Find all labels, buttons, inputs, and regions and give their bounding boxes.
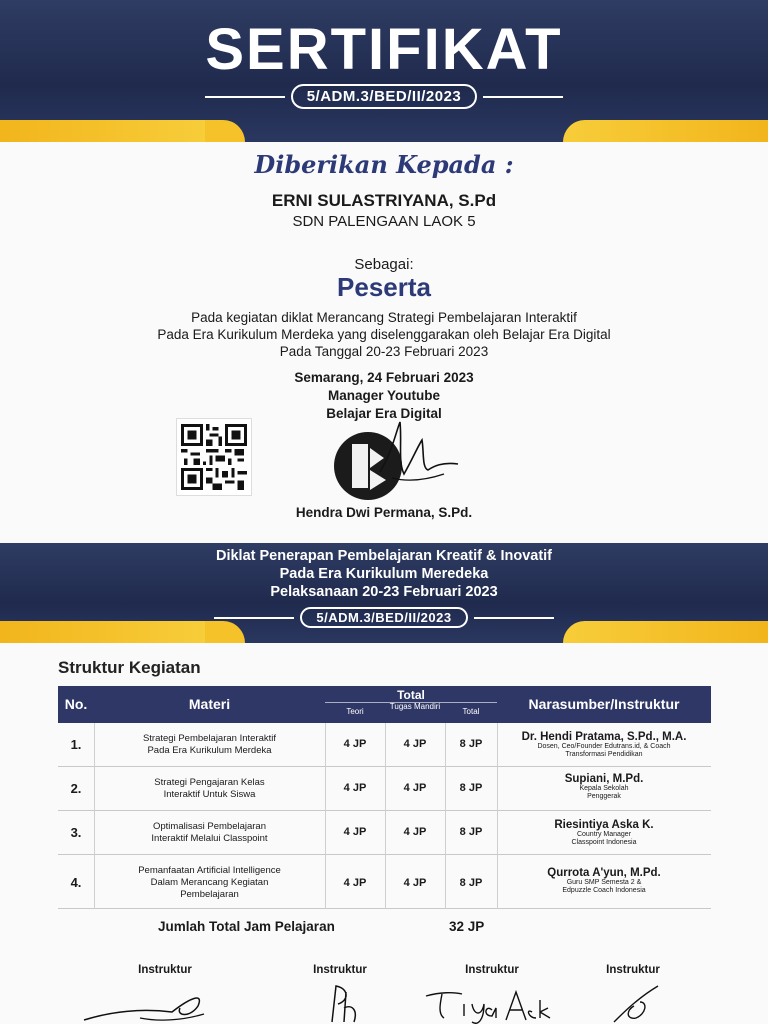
header-teori: Teori (346, 707, 364, 716)
row-materi (94, 733, 325, 757)
place-date: Semarang, 24 Februari 2023 (294, 370, 474, 385)
recipient-school: SDN PALENGAAN LAOK 5 (292, 213, 476, 230)
row-total: 8 JP (459, 826, 483, 838)
description-line: Pada Tanggal 20-23 Februari 2023 (279, 344, 489, 359)
signature-icon (420, 982, 560, 1024)
materi-line: Interaktif Melalui Classpoint (151, 833, 268, 844)
recipient-role: Peserta (337, 272, 431, 302)
as-label: Sebagai: (354, 256, 414, 273)
instructor-label: Instruktur (606, 964, 660, 976)
row-teori: 4 JP (343, 826, 367, 838)
program-number-row (0, 607, 768, 628)
materi-line: Pembelajaran (180, 889, 239, 900)
materi-line: Strategi Pembelajaran Interaktif (142, 733, 277, 744)
signature-icon (372, 412, 462, 502)
instructor-label: Instruktur (465, 964, 519, 976)
header-total-group: Total (397, 688, 425, 702)
certificate-number-row (0, 84, 768, 109)
row-tugas: 4 JP (403, 826, 427, 838)
divider-line (483, 96, 563, 98)
program-number: 5/ADM.3/BED/II/2023 (300, 607, 467, 628)
header-materi: Materi (188, 696, 231, 712)
narasumber-role: Classpoint Indonesia (571, 839, 637, 846)
divider-line (214, 617, 294, 619)
narasumber-role: Edpuzzle Coach Indonesia (562, 887, 646, 894)
description-line: Pada Era Kurikulum Merdeka yang diselenggarakan oleh Belajar Era Digital (157, 327, 611, 342)
materi-line: Pemanfaatan Artificial Intelligence (138, 865, 281, 876)
row-number: 4. (70, 875, 82, 890)
materi-line: Optimalisasi Pembelajaran (153, 821, 266, 832)
structure-title: Struktur Kegiatan (58, 658, 201, 677)
row-narasumber (497, 819, 711, 847)
program-title (0, 547, 768, 601)
divider-line (474, 617, 554, 619)
narasumber-role: Penggerak (587, 793, 621, 800)
narasumber-role: Dosen, Ceo/Founder Edutrans.id, & Coach (537, 743, 671, 750)
materi-line: Pada Era Kurikulum Merdeka (147, 745, 272, 756)
header-narasumber: Narasumber/Instruktur (528, 696, 680, 712)
signer-organization: Belajar Era Digital (326, 406, 442, 421)
row-teori: 4 JP (343, 738, 367, 750)
certificate-number: 5/ADM.3/BED/II/2023 (291, 84, 478, 109)
row-materi (94, 821, 325, 845)
narasumber-name: Dr. Hendi Pratama, S.Pd., M.A. (521, 731, 687, 743)
column-divider (497, 723, 498, 909)
signature-icon (80, 982, 210, 1024)
row-materi (94, 777, 325, 801)
certificate-title: SERTIFIKAT (205, 17, 563, 82)
qr-code-icon (176, 418, 252, 496)
signer-position: Manager Youtube (327, 388, 440, 403)
description-line: Pada kegiatan diklat Merancang Strategi Pembelajaran Interaktif (191, 310, 577, 325)
activity-description (0, 309, 768, 360)
divider-line (205, 96, 285, 98)
column-divider (445, 723, 446, 909)
row-teori: 4 JP (343, 877, 367, 889)
total-hours-value: 32 JP (449, 919, 485, 934)
row-number: 2. (70, 781, 82, 796)
header-total: Total (462, 707, 480, 716)
instructor-label: Instruktur (313, 964, 367, 976)
column-divider (325, 723, 326, 909)
row-total: 8 JP (459, 877, 483, 889)
program-title-line: Diklat Penerapan Pembelajaran Kreatif & Inovatif (215, 548, 553, 564)
row-total: 8 JP (459, 738, 483, 750)
table-header (58, 686, 711, 723)
total-hours-label: Jumlah Total Jam Pelajaran (158, 919, 335, 934)
column-divider (94, 723, 95, 909)
row-narasumber (497, 731, 711, 759)
signer-name: Hendra Dwi Permana, S.Pd. (295, 505, 473, 520)
row-number: 1. (70, 737, 82, 752)
narasumber-role: Guru SMP Semesta 2 & (566, 879, 642, 886)
program-title-line: Pelaksanaan 20-23 Februari 2023 (270, 584, 498, 600)
narasumber-role: Transformasi Pendidikan (565, 751, 643, 758)
signature-icon (318, 982, 368, 1024)
row-teori: 4 JP (343, 782, 367, 794)
row-tugas: 4 JP (403, 877, 427, 889)
materi-line: Interaktif Untuk Siswa (163, 789, 256, 800)
row-narasumber (497, 773, 711, 801)
row-tugas: 4 JP (403, 782, 427, 794)
narasumber-name: Qurrota A'yun, M.Pd. (547, 867, 661, 879)
column-divider (385, 723, 386, 909)
materi-line: Strategi Pengajaran Kelas (154, 777, 265, 788)
narasumber-name: Riesintiya Aska K. (554, 819, 654, 831)
gold-stripe-left (0, 120, 205, 142)
row-narasumber (497, 867, 711, 895)
given-to-label: Diberikan Kepada : (254, 150, 514, 179)
recipient-name: ERNI SULASTRIYANA, S.Pd (271, 191, 497, 210)
signature-icon (604, 982, 664, 1024)
materi-line: Dalam Merancang Kegiatan (150, 877, 269, 888)
narasumber-role: Country Manager (576, 831, 632, 838)
row-materi (94, 865, 325, 901)
instructor-label: Instruktur (138, 964, 192, 976)
header-no: No. (64, 696, 88, 712)
gold-stripe-right (563, 120, 768, 142)
program-title-line: Pada Era Kurikulum Meredeka (279, 566, 489, 582)
header-tugas: Tugas Mandiri (389, 702, 441, 711)
narasumber-name: Supiani, M.Pd. (564, 773, 644, 785)
row-number: 3. (70, 825, 82, 840)
row-tugas: 4 JP (403, 738, 427, 750)
row-total: 8 JP (459, 782, 483, 794)
narasumber-role: Kepala Sekolah (579, 785, 629, 792)
